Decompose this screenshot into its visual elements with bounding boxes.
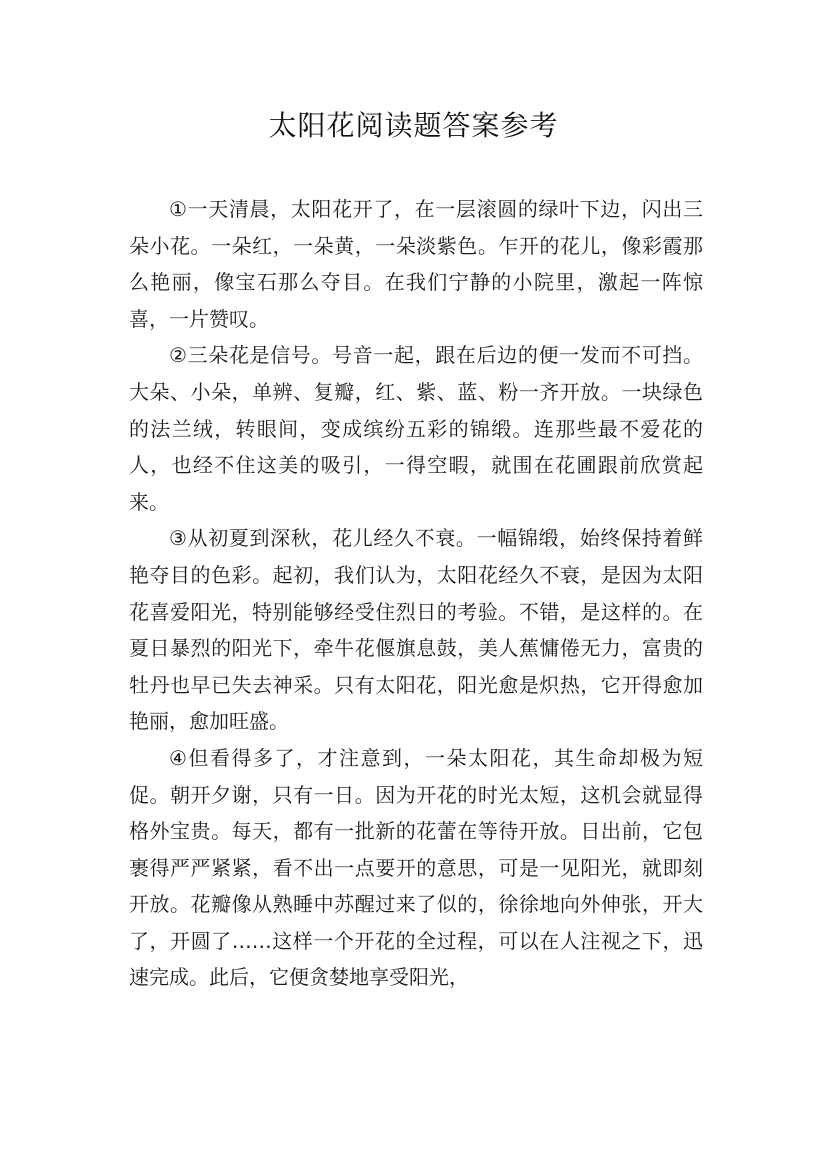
document-body bbox=[129, 191, 703, 996]
paragraph-1: ①一天清晨，太阳花开了，在一层滚圆的绿叶下边，闪出三朵小花。一朵红，一朵黄，一朵淡紫色。乍开的花儿，像彩霞那么艳丽，像宝石那么夺目。在我们宁静的小院里，激起一阵惊喜，一片赞叹。 bbox=[129, 197, 703, 331]
paragraph-4: ④但看得多了，才注意到，一朵太阳花，其生命却极为短促。朝开夕谢，只有一日。因为开花的时光太短，这机会就显得格外宝贵。每天，都有一批新的花蕾在等待开放。日出前，它包裹得严严紧紧，看不出一点要开的意思，可是一见阳光，就即刻开放。花瓣像从熟睡中苏醒过来了似的，徐徐地向外伸张，开大了，开圆了……这样一个开花的全过程，可以在人注视之下，迅速完成。此后，它便贪婪地享受阳光， bbox=[129, 745, 703, 990]
paragraph-3: ③从初夏到深秋，花儿经久不衰。一幅锦缎，始终保持着鲜艳夺目的色彩。起初，我们认为，太阳花经久不衰，是因为太阳花喜爱阳光，特别能够经受住烈日的考验。不错，是这样的。在夏日暴烈的阳光下，牵牛花偃旗息鼓，美人蕉慵倦无力，富贵的牡丹也早已失去神采。只有太阳花，阳光愈是炽热，它开得愈加艳丽，愈加旺盛。 bbox=[129, 526, 703, 734]
paragraph-2: ②三朵花是信号。号音一起，跟在后边的便一发而不可挡。大朵、小朵，单辨、复瓣，红、紫、蓝、粉一齐开放。一块绿色的法兰绒，转眼间，变成缤纷五彩的锦缎。连那些最不爱花的人，也经不住这美的吸引，一得空暇，就围在花圃跟前欣赏起来。 bbox=[129, 343, 703, 514]
document-title: 太阳花阅读题答案参考 bbox=[268, 109, 559, 142]
